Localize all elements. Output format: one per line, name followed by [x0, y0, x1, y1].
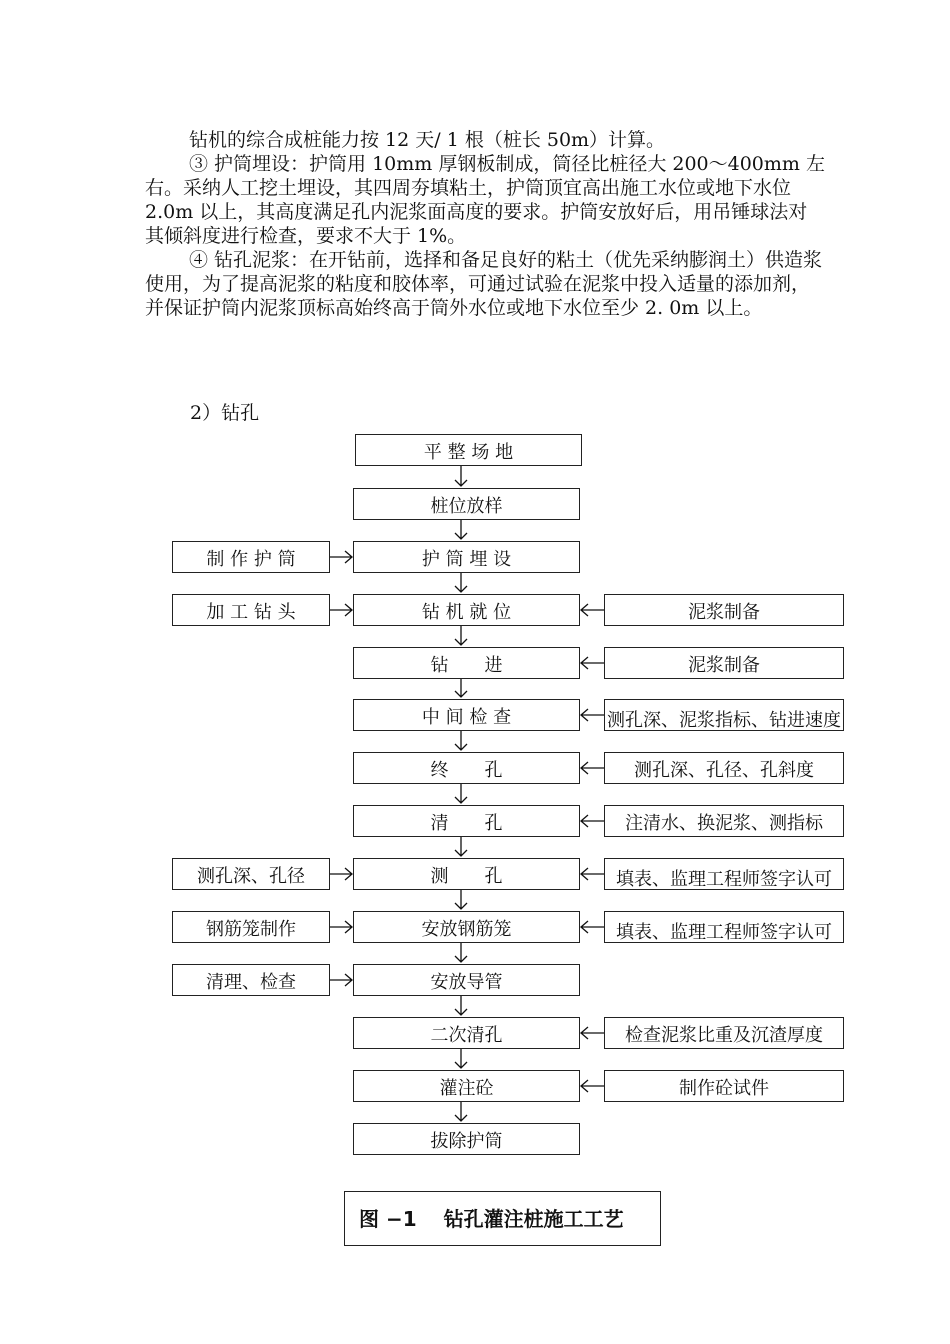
paragraph-2: ③ 护筒埋设：护筒用 10mm 厚钢板制成，筒径比桩径大 200～400mm 左右。采纳人工挖土埋设，其四周夯填粘土，护筒顶宜高出施工水位或地下水位 2.0m 以上，其高度满足孔内泥浆面高度的要求。护筒安放好后，用吊锤球法对其倾斜度进行检查，要求不大于 1%。: [145, 153, 825, 247]
right-sign-off-1: 填表、监理工程师签字认可: [604, 858, 844, 890]
right-arrows: [581, 604, 604, 1092]
left-measure-depth: 测孔深、孔径: [172, 858, 330, 890]
left-arrows: [330, 551, 352, 986]
left-make-casing: 制 作 护 筒: [172, 541, 330, 573]
down-arrows: [455, 466, 467, 1121]
right-test-cubes: 制作砼试件: [604, 1070, 844, 1102]
figure-caption: 图 −1 钻孔灌注桩施工工艺: [344, 1191, 661, 1246]
step-conduit: 安放导管: [353, 964, 580, 996]
right-mud-prep-1: 泥浆制备: [604, 594, 844, 626]
left-cage-making: 钢筋笼制作: [172, 911, 330, 943]
step-casing-install: 护 筒 埋 设: [353, 541, 580, 573]
right-water-mud: 注清水、换泥浆、测指标: [604, 805, 844, 837]
step-leveling: 平 整 场 地: [355, 434, 582, 466]
step-pile-layout: 桩位放样: [353, 488, 580, 520]
step-rebar-cage: 安放钢筋笼: [353, 911, 580, 943]
step-final-hole: 终 孔: [353, 752, 580, 784]
section-title: 2）钻孔: [190, 402, 260, 424]
right-sign-off-2: 填表、监理工程师签字认可: [604, 911, 844, 943]
step-remove-casing: 拔除护筒: [353, 1123, 580, 1155]
step-second-clean: 二次清孔: [353, 1017, 580, 1049]
paragraph-3: ④ 钻孔泥浆：在开钻前，选择和备足良好的粘土（优先采纳膨润土）供造浆使用，为了提高泥浆的粘度和胶体率，可通过试验在泥浆中投入适量的添加剂，并保证护筒内泥浆顶标高始终高于筒外水位或地下水位至少 2. 0m 以上。: [145, 249, 823, 319]
step-rig-position: 钻 机 就 位: [353, 594, 580, 626]
step-measure: 测 孔: [353, 858, 580, 890]
right-depth-mud-speed: 测孔深、泥浆指标、钻进速度: [604, 699, 844, 731]
left-drill-bit: 加 工 钻 头: [172, 594, 330, 626]
left-clean-check: 清理、检查: [172, 964, 330, 996]
step-cleaning: 清 孔: [353, 805, 580, 837]
paragraph-1: 钻机的综合成桩能力按 12 天/ 1 根（桩长 50m）计算。: [189, 129, 666, 151]
step-mid-check: 中 间 检 查: [353, 699, 580, 731]
right-mud-density: 检查泥浆比重及沉渣厚度: [604, 1017, 844, 1049]
step-drilling: 钻 进: [353, 647, 580, 679]
step-concrete: 灌注砼: [353, 1070, 580, 1102]
right-mud-prep-2: 泥浆制备: [604, 647, 844, 679]
right-depth-diameter: 测孔深、孔径、孔斜度: [604, 752, 844, 784]
